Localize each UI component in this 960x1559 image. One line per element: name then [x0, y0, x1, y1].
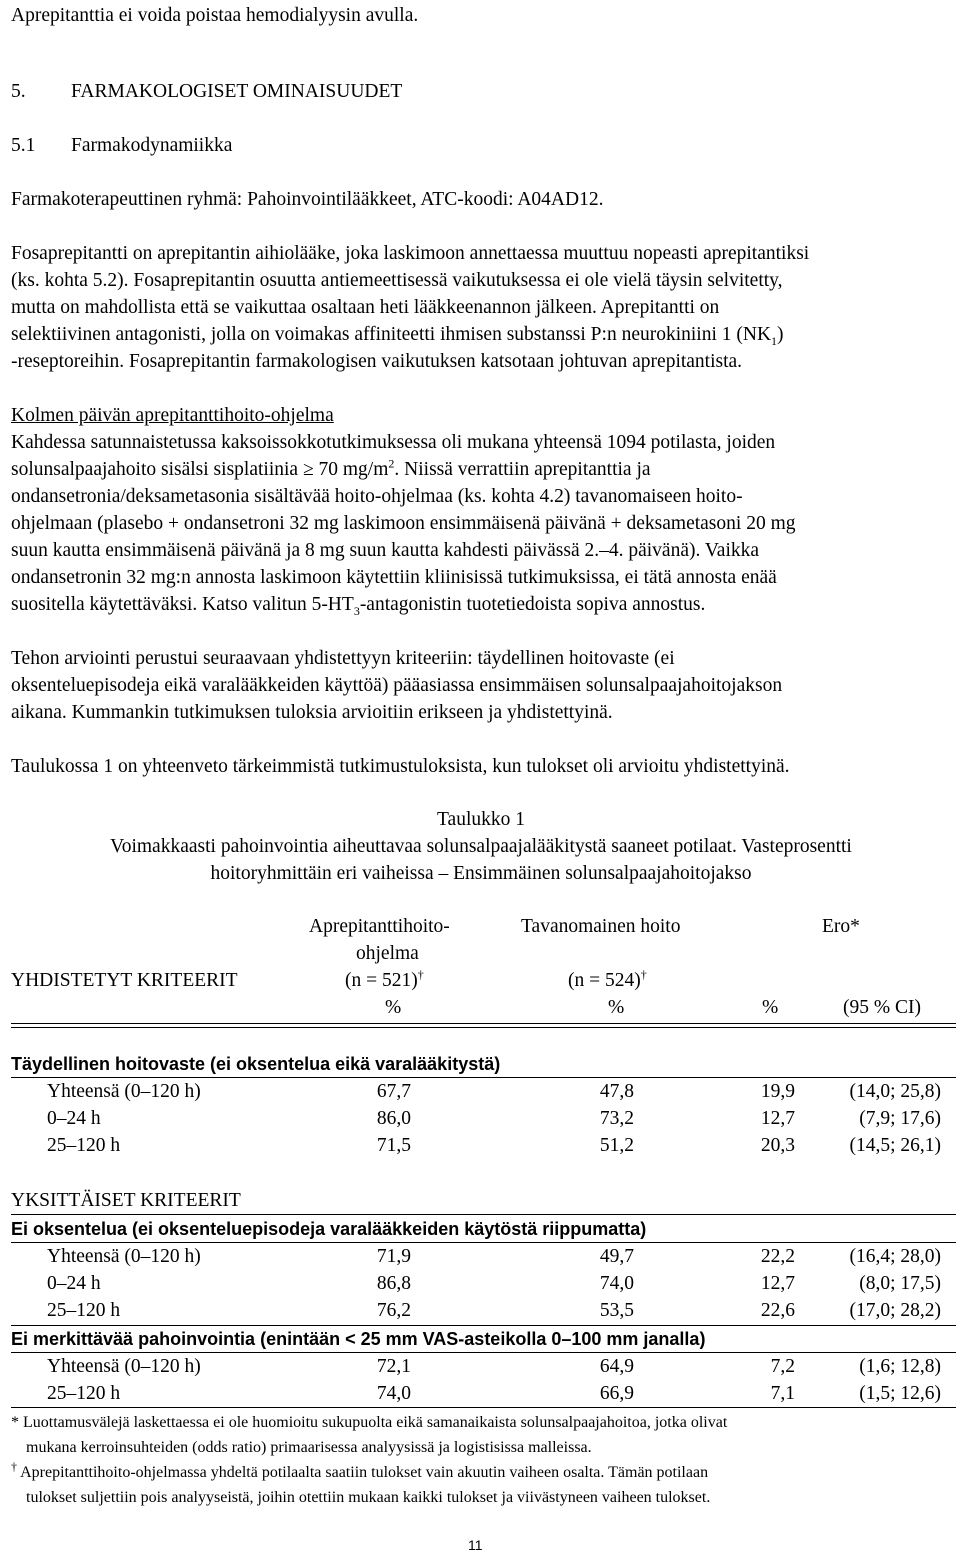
cell-s: 47,8 [599, 1081, 634, 1102]
row-label: 0–24 h [47, 1273, 101, 1294]
cell-d: 22,6 [760, 1300, 795, 1321]
cell-a: 86,8 [376, 1273, 411, 1294]
footnote-dagger-cont: tulokset suljettiin pois analyyseistä, joihin otettiin mukaan kaikki tulokset ja viivästyneen vaiheen tulokset. [26, 1489, 711, 1506]
para2-line: ondansetronia/deksametasonia sisältävää hoito-ohjelmaa (ks. kohta 4.2) tavanomaiseen hoito- [11, 486, 743, 507]
cell-s: 73,2 [599, 1108, 634, 1129]
paragraph-mechanism [11, 240, 946, 375]
para1-text: selektiivinen antagonisti, jolla on voimakas affiniteetti ihmisen substanssi P:n neurokiniini 1 (NK [11, 324, 772, 345]
table-caption-line: Voimakkaasti pahoinvointia aiheuttavaa solunsalpaajalääkitystä saaneet potilaat. Vasteprosentti [110, 836, 852, 857]
col-aprepitant-header-2: ohjelma [356, 943, 419, 964]
results-table [11, 905, 956, 1415]
footnote-ci: * Luottamusvälejä laskettaessa ei ole huomioitu sukupuolta eikä samanaikaista solunsalpaajahoitoa, jotka olivat [11, 1414, 728, 1431]
table-caption [11, 806, 951, 887]
para3-line: oksenteluepisodeja eikä varalääkkeiden käyttöä) pääasiassa ensimmäisen solunsalpaajahoitojakson [11, 675, 783, 696]
ci-header: (95 % CI) [843, 997, 921, 1018]
para1-line: Fosaprepitantti on aprepitantin aihiolääke, joka laskimoon annettaessa muuttuu nopeasti aprepitantiksi [11, 243, 810, 264]
standard-n [568, 967, 647, 994]
cell-s: 49,7 [599, 1246, 634, 1267]
section-5-1-number: 5.1 [11, 135, 36, 156]
intro-line: Aprepitanttia ei voida poistaa hemodialyysin avulla. [11, 5, 419, 26]
pct-standard: % [608, 997, 625, 1018]
para2-text: suositella käytettäväksi. Katso valitun 5-HT [11, 594, 354, 615]
section-5-1-title: Farmakodynamiikka [71, 135, 233, 156]
footnote-dagger [11, 1460, 951, 1485]
para1-line: mutta on mahdollista että se vaikuttaa osaltaan heti lääkkeenannon jälkeen. Aprepitantti on [11, 297, 720, 318]
cell-d: 20,3 [760, 1135, 795, 1156]
para2-line [11, 456, 946, 483]
cell-s: 66,9 [599, 1383, 634, 1404]
para2-text: 70 mg/m [313, 459, 389, 480]
cell-s: 51,2 [599, 1135, 634, 1156]
section-divider [11, 1214, 956, 1215]
nk-subscript: 1 [771, 333, 778, 348]
cell-d: 7,1 [770, 1383, 795, 1404]
para2-line: Kahdessa satunnaistetussa kaksoissokkotutkimuksessa oli mukana yhteensä 1094 potilasta, joiden [11, 432, 776, 453]
paragraph-study [11, 402, 946, 618]
cell-ci: (1,6; 12,8) [859, 1356, 941, 1377]
cell-ci: (8,0; 17,5) [859, 1273, 941, 1294]
row-label: 0–24 h [47, 1108, 101, 1129]
cell-ci: (17,0; 28,2) [849, 1300, 941, 1321]
cell-a: 72,1 [376, 1356, 411, 1377]
row-label: 25–120 h [47, 1135, 121, 1156]
paragraph-efficacy [11, 645, 946, 726]
section-no-nausea: Ei merkittävää pahoinvointia (enintään < 25 mm VAS-asteikolla 0–100 mm janalla) [11, 1329, 706, 1349]
standard-n-text: (n = 524) [568, 970, 641, 991]
pct-difference: % [762, 997, 779, 1018]
dagger-mark: † [11, 1459, 17, 1474]
cell-d: 19,9 [760, 1081, 795, 1102]
gte-symbol: ≥ [302, 459, 314, 480]
para3-line: aikana. Kummankin tutkimuksen tuloksia arvioitiin erikseen ja yhdistettyinä. [11, 702, 613, 723]
cell-ci: (1,5; 12,6) [859, 1383, 941, 1404]
footnote-dagger-text: Aprepitanttihoito-ohjelmassa yhdeltä potilaalta saatiin tulokset vain akuutin vaiheen osalta. Tämän potilaan [17, 1464, 709, 1481]
cell-s: 64,9 [599, 1356, 634, 1377]
para1-text: ) [777, 324, 784, 345]
cell-ci: (14,0; 25,8) [849, 1081, 941, 1102]
combined-criteria-header: YHDISTETYT KRITEERIT [11, 970, 238, 991]
table-caption-line: hoitoryhmittäin eri vaiheissa – Ensimmäinen solunsalpaajahoitojakso [210, 863, 752, 884]
cell-s: 74,0 [599, 1273, 634, 1294]
dagger-mark: † [417, 967, 424, 982]
row-label: Yhteensä (0–120 h) [47, 1081, 201, 1102]
header-divider [11, 1023, 956, 1028]
para2-text: -antagonistin tuotetiedoista sopiva annostus. [359, 594, 706, 615]
col-difference-header: Ero* [822, 916, 860, 937]
row-label: Yhteensä (0–120 h) [47, 1246, 201, 1267]
ht3-subscript: 3 [353, 603, 360, 618]
row-label: 25–120 h [47, 1300, 121, 1321]
cell-s: 53,5 [599, 1300, 634, 1321]
cell-d: 7,2 [770, 1356, 795, 1377]
pct-aprepitant: % [385, 997, 402, 1018]
para2-text: . Niissä verrattiin aprepitanttia ja [394, 459, 651, 480]
cell-a: 71,5 [376, 1135, 411, 1156]
cell-d: 22,2 [760, 1246, 795, 1267]
cell-ci: (16,4; 28,0) [849, 1246, 941, 1267]
section-5-1-heading [11, 132, 232, 159]
cell-d: 12,7 [760, 1273, 795, 1294]
para2-line: ondansetronin 32 mg:n annosta laskimoon käytettiin kliinisissä tutkimuksissa, ei tätä annosta enää [11, 567, 777, 588]
cell-d: 12,7 [760, 1108, 795, 1129]
footnotes [11, 1410, 951, 1510]
col-standard-header: Tavanomainen hoito [521, 916, 681, 937]
row-label: Yhteensä (0–120 h) [47, 1356, 201, 1377]
cell-a: 74,0 [376, 1383, 411, 1404]
cell-ci: (7,9; 17,6) [859, 1108, 941, 1129]
table-bottom-rule [11, 1407, 956, 1408]
page-number: 11 [468, 1537, 483, 1553]
row-label: 25–120 h [47, 1383, 121, 1404]
atc-line: Farmakoterapeuttinen ryhmä: Pahoinvointilääkkeet, ATC-koodi: A04AD12. [11, 189, 604, 210]
aprepitant-n-text: (n = 521) [345, 970, 418, 991]
col-aprepitant-header: Aprepitanttihoito- [309, 916, 450, 937]
footnote-ci-cont: mukana kerroinsuhteiden (odds ratio) primaarisessa analyysissä ja logistisissa malleissa. [26, 1439, 592, 1456]
para1-line [11, 321, 946, 348]
individual-criteria-header: YKSITTÄISET KRITEERIT [11, 1190, 241, 1211]
para2-line: suun kautta ensimmäisenä päivänä ja 8 mg suun kautta kahdesti päivässä 2.–4. päivänä). Vaikka [11, 540, 760, 561]
para1-line: -reseptoreihin. Fosaprepitantin farmakologisen vaikutuksen katsotaan johtuvan aprepitantista. [11, 351, 743, 372]
para1-line: (ks. kohta 5.2). Fosaprepitantin osuutta antiemeettisessä vaikutuksessa ei ole vielä täysin selvitetty, [11, 270, 783, 291]
section-no-vomiting: Ei oksentelua (ei oksenteluepisodeja varalääkkeiden käytöstä riippumatta) [11, 1219, 647, 1239]
para2-text: solunsalpaajahoito sisälsi sisplatiinia [11, 459, 303, 480]
dagger-mark: † [640, 967, 647, 982]
table-caption-title: Taulukko 1 [437, 809, 525, 830]
section-complete-response: Täydellinen hoitovaste (ei oksentelua eikä varalääkitystä) [11, 1054, 501, 1074]
m2-superscript: 2 [388, 456, 395, 471]
para2-line: ohjelmaan (plasebo + ondansetroni 32 mg laskimoon ensimmäisenä päivänä + deksametasoni 20 mg [11, 513, 796, 534]
cell-a: 86,0 [376, 1108, 411, 1129]
cell-a: 71,9 [376, 1246, 411, 1267]
para2-line [11, 591, 946, 618]
cell-a: 67,7 [376, 1081, 411, 1102]
section-5-number: 5. [11, 81, 26, 102]
table-intro: Taulukossa 1 on yhteenveto tärkeimmistä tutkimustuloksista, kun tulokset oli arvioitu yhdistettyinä. [11, 756, 790, 777]
section-5-title: FARMAKOLOGISET OMINAISUUDET [71, 81, 403, 102]
cell-a: 76,2 [376, 1300, 411, 1321]
section-5-heading [11, 78, 402, 105]
study-subheading: Kolmen päivän aprepitanttihoito-ohjelma [11, 405, 334, 426]
para3-line: Tehon arviointi perustui seuraavaan yhdistettyyn kriteeriin: täydellinen hoitovaste (ei [11, 648, 675, 669]
aprepitant-n [345, 967, 424, 994]
cell-ci: (14,5; 26,1) [849, 1135, 941, 1156]
